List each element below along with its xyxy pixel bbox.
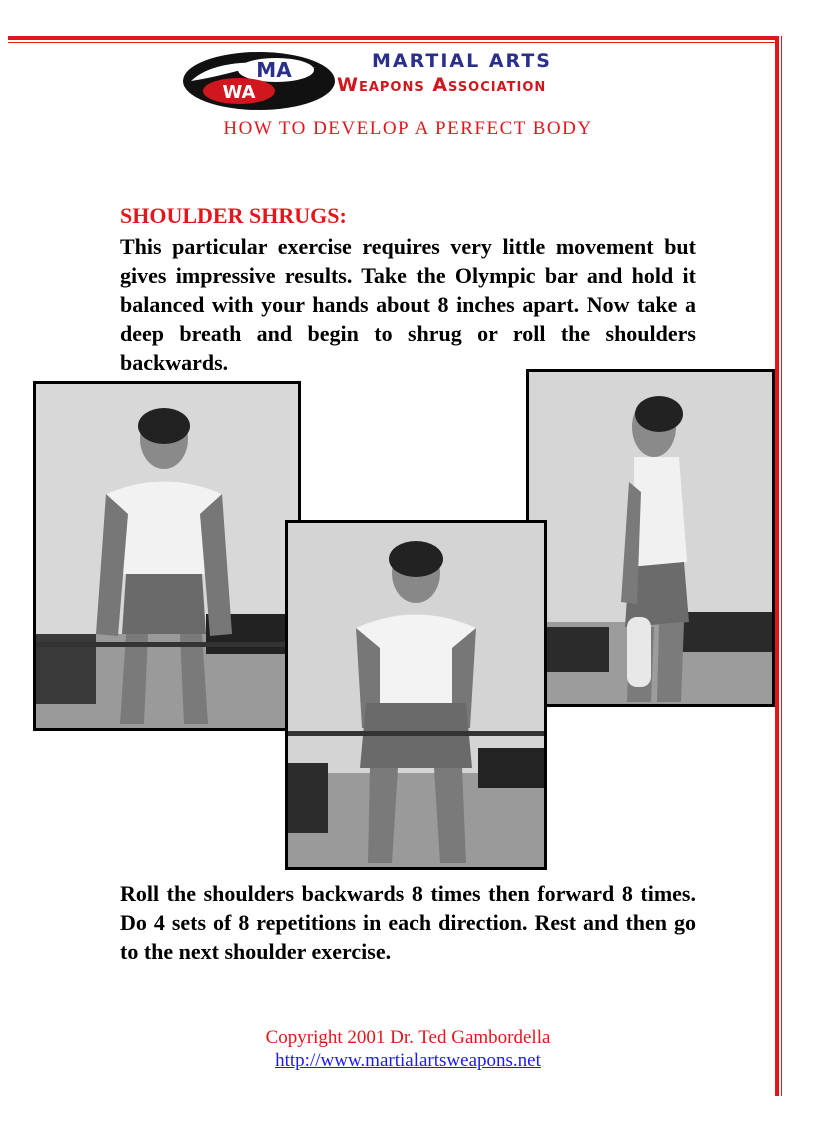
page-frame-top: [8, 36, 778, 40]
page-frame-right: [775, 36, 779, 1096]
intro-paragraph: This particular exercise requires very little movement but gives impressive results. Take the Olympic bar and hold it balanced with your hands about 8 inches apart. Now take a deep breath and begin to shrug or roll the shoulders backwards.: [120, 234, 696, 375]
logo-name-line2: Weapons Association: [337, 74, 547, 96]
logo-badge-bottom: WA: [222, 82, 256, 103]
photo-side-view: [526, 369, 775, 707]
photo-front-start: [33, 381, 301, 731]
section-heading: SHOULDER SHRUGS:: [120, 203, 347, 228]
copyright-text: Copyright 2001 Dr. Ted Gambordella: [265, 1027, 551, 1048]
logo-badge-top: MA: [256, 58, 292, 82]
website-link[interactable]: http://www.martialartsweapons.net: [275, 1050, 541, 1071]
page-title: HOW TO DEVELOP A PERFECT BODY: [223, 118, 593, 139]
page-frame-top-thin: [8, 42, 778, 43]
instructions-paragraph: Roll the shoulders backwards 8 times then forward 8 times. Do 4 sets of 8 repetitions in each direction. Rest and then go to the next shoulder exercise.: [120, 881, 696, 964]
photo-front-shrug: [285, 520, 547, 870]
logo-name-line1: MARTIAL ARTS: [372, 50, 552, 72]
page-frame-right-thin: [781, 36, 782, 1096]
